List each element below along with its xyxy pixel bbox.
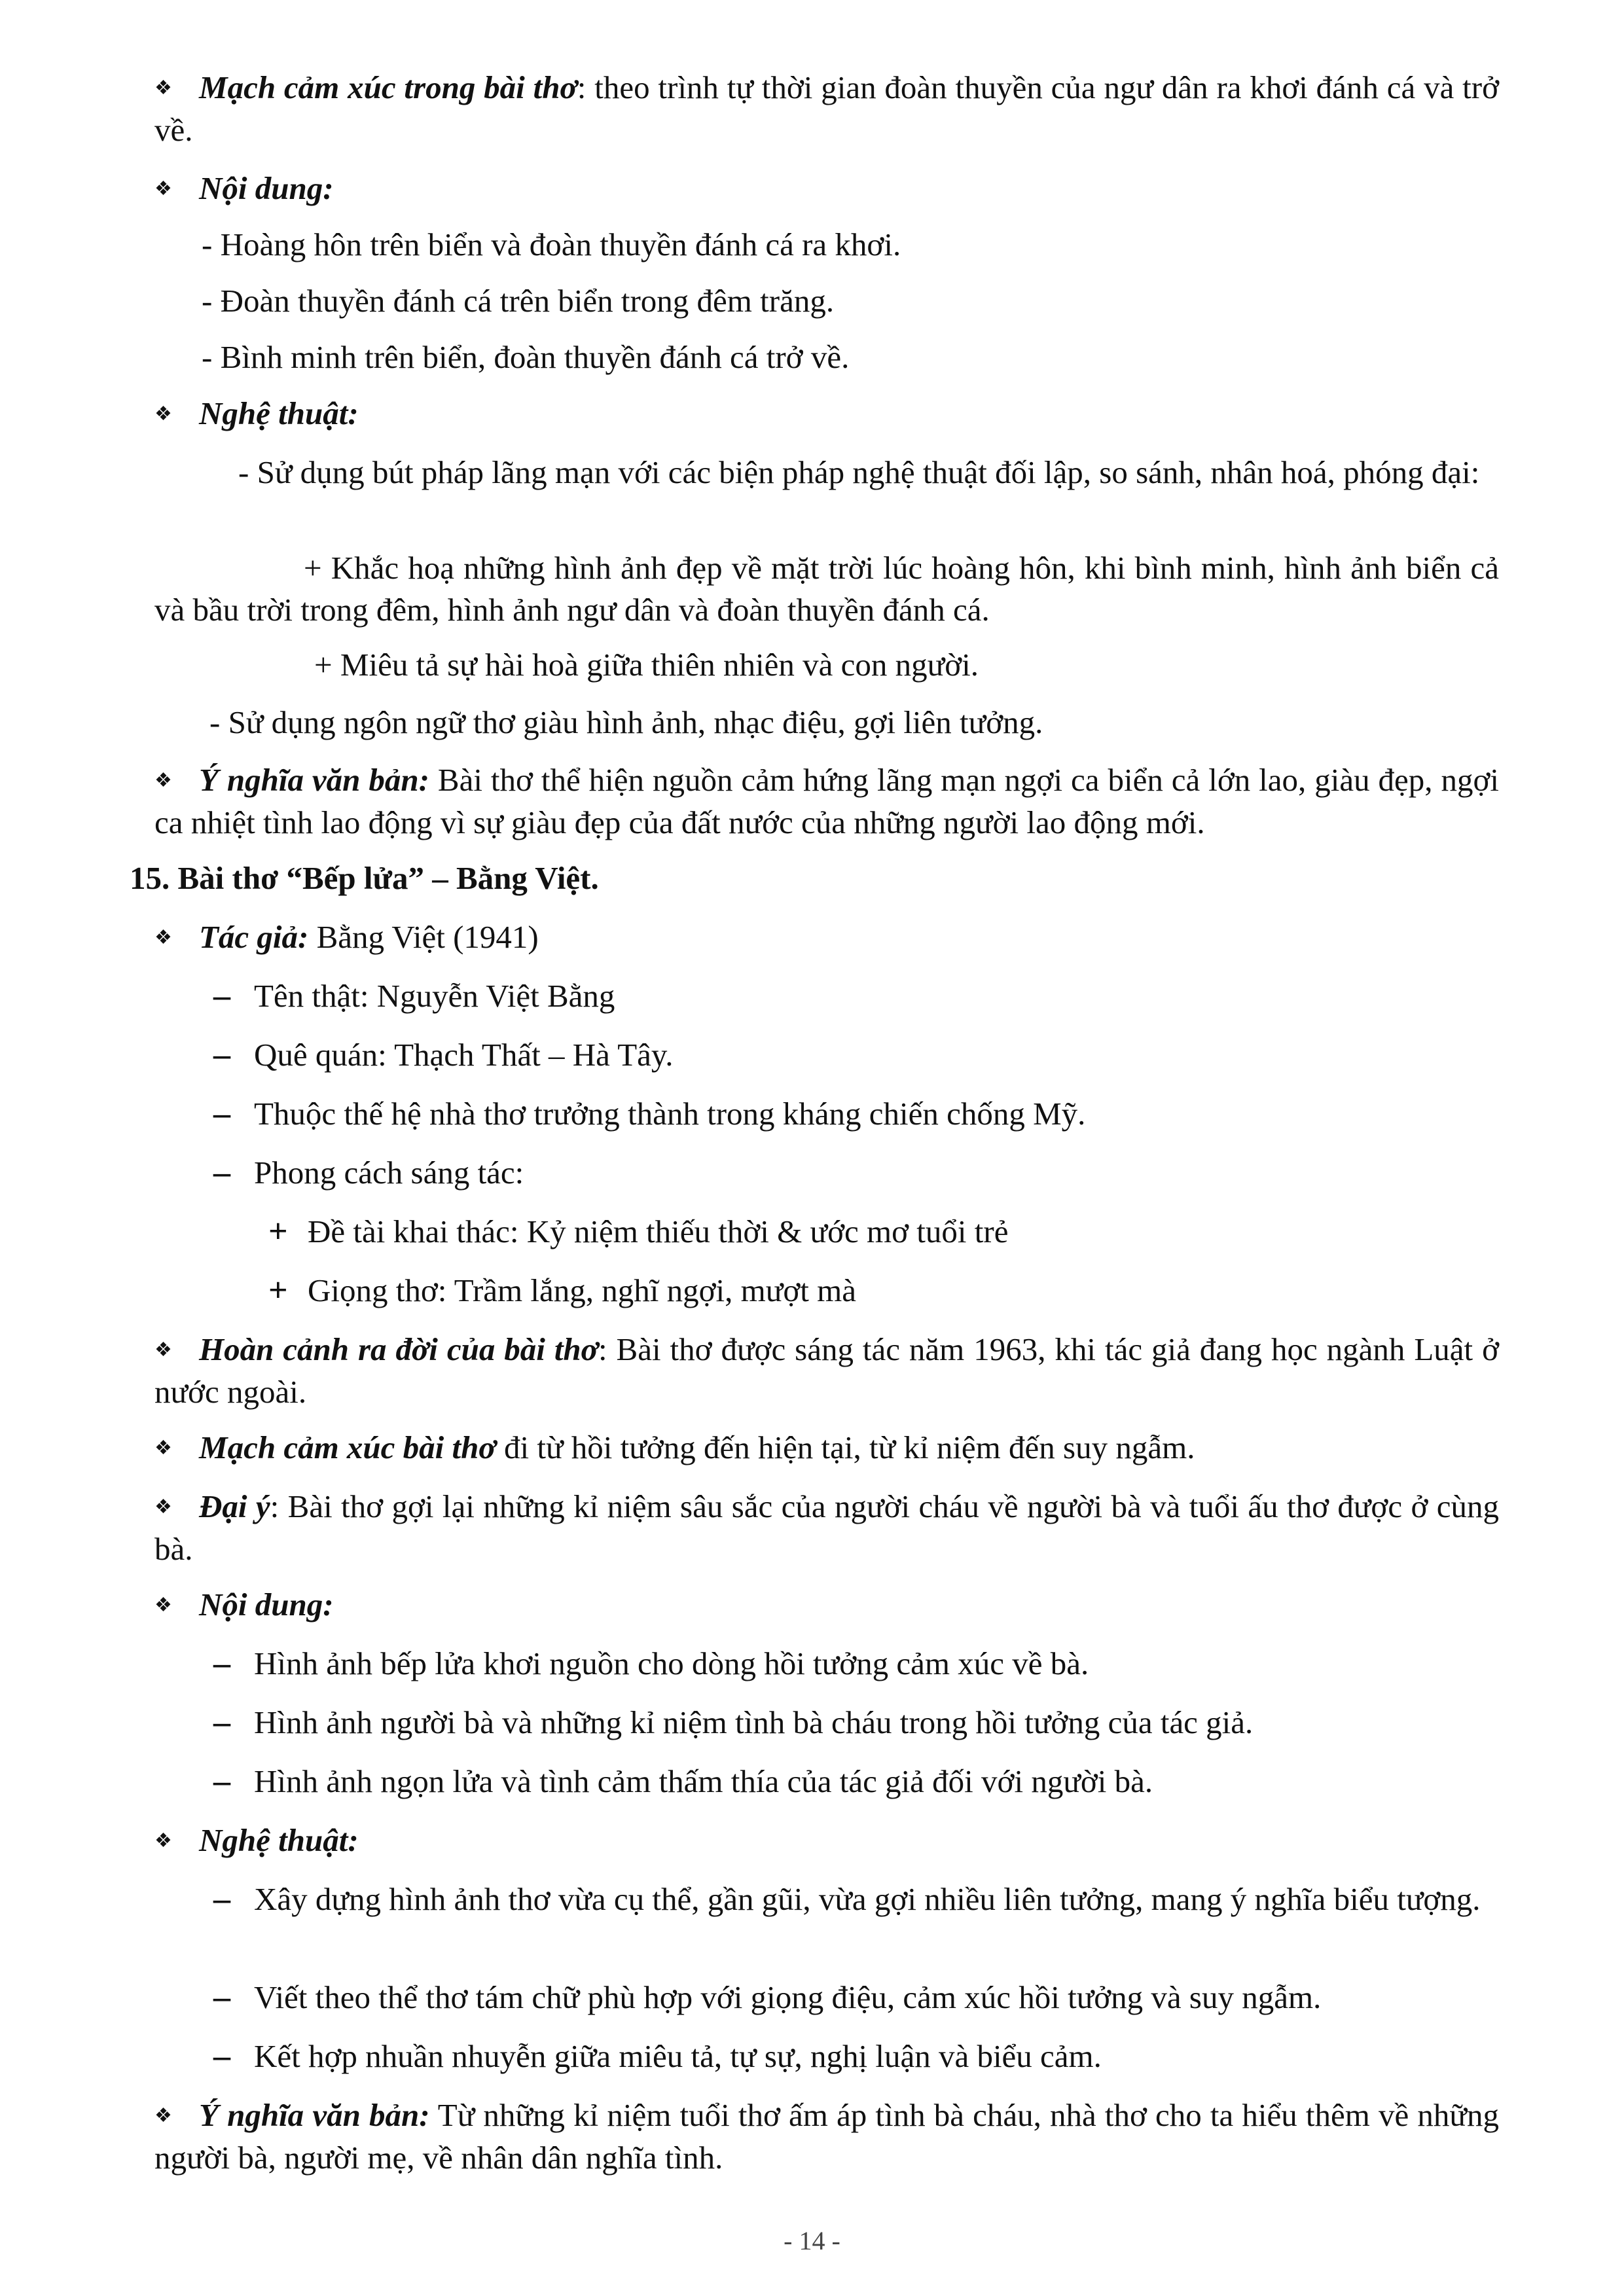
list-item: – Quê quán: Thạch Thất – Hà Tây.: [213, 1036, 674, 1073]
list-item: - Đoàn thuyền đánh cá trên biển trong đêm trăng.: [202, 283, 835, 319]
y-nghia-paragraph: ❖ Ý nghĩa văn bản: Từ những kỉ niệm tuổi thơ ấm áp tình bà cháu, nhà thơ cho ta hiểu thêm về những người bà, người mẹ, về nhân dân nghĩa tình.: [154, 2094, 1499, 2179]
noi-dung-heading: ❖ Nội dung:: [154, 1584, 334, 1626]
diamond-bullet-icon: ❖: [154, 2105, 172, 2126]
mach-cam-xuc-paragraph: [154, 67, 1499, 151]
list-item: – Viết theo thể thơ tám chữ phù hợp với giọng điệu, cảm xúc hồi tưởng và suy ngẫm.: [213, 1979, 1322, 2016]
nghe-thuat-item: - Sử dụng ngôn ngữ thơ giàu hình ảnh, nhạc điệu, gợi liên tưởng.: [209, 704, 1043, 740]
list-item: – Hình ảnh người bà và những kỉ niệm tình bà cháu trong hồi tưởng của tác giả.: [213, 1704, 1254, 1741]
diamond-bullet-icon: ❖: [154, 403, 172, 425]
mach-text: : theo trình tự thời gian đoàn thuyền của ngư dân ra khơi đánh cá và trở về.: [154, 69, 1499, 148]
nghe-thuat-heading: ❖ Nghệ thuật:: [154, 393, 359, 435]
diamond-bullet-icon: ❖: [154, 1594, 172, 1616]
list-item: – Xây dựng hình ảnh thơ vừa cụ thể, gần gũi, vừa gợi nhiều liên tưởng, mang ý nghĩa biểu tượng.: [213, 1880, 1481, 1918]
nghe-thuat-subitem: + Khắc hoạ những hình ảnh đẹp về mặt trời lúc hoàng hôn, khi bình minh, hình ảnh biển cả và bầu trời trong đêm, hình ảnh ngư dân và đoàn thuyền đánh cá.: [154, 550, 1499, 628]
section-heading: 15. Bài thơ “Bếp lửa” – Bằng Việt.: [130, 860, 599, 896]
tac-gia-line: ❖ Tác giả: Bằng Việt (1941): [154, 916, 539, 959]
list-item: – Thuộc thế hệ nhà thơ trưởng thành trong kháng chiến chống Mỹ.: [213, 1095, 1086, 1132]
list-item: – Hình ảnh bếp lửa khơi nguồn cho dòng hồi tưởng cảm xúc về bà.: [213, 1645, 1089, 1682]
diamond-bullet-icon: ❖: [154, 1437, 172, 1459]
diamond-bullet-icon: ❖: [154, 178, 172, 200]
diamond-bullet-icon: ❖: [154, 77, 172, 99]
diamond-bullet-icon: ❖: [154, 770, 172, 791]
diamond-bullet-icon: ❖: [154, 1339, 172, 1361]
list-item: - Hoàng hôn trên biển và đoàn thuyền đánh cá ra khơi.: [202, 226, 901, 262]
y-nghia-paragraph: ❖ Ý nghĩa văn bản: Bài thơ thể hiện nguồn cảm hứng lãng mạn ngợi ca biển cả lớn lao, giàu đẹp, ngợi ca nhiệt tình lao động vì sự giàu đẹp của đất nước của những người lao động mới.: [154, 759, 1499, 844]
noi-dung-heading: ❖ Nội dung:: [154, 168, 334, 210]
list-item: – Hình ảnh ngọn lửa và tình cảm thấm thía của tác giả đối với người bà.: [213, 1763, 1153, 1800]
diamond-bullet-icon: ❖: [154, 1830, 172, 1852]
hoan-canh-paragraph: ❖ Hoàn cảnh ra đời của bài thơ: Bài thơ được sáng tác năm 1963, khi tác giả đang học ngành Luật ở nước ngoài.: [154, 1329, 1499, 1413]
list-item: – Tên thật: Nguyễn Việt Bằng: [213, 977, 615, 1014]
nghe-thuat-subitem: + Miêu tả sự hài hoà giữa thiên nhiên và con người.: [314, 647, 979, 683]
diamond-bullet-icon: ❖: [154, 927, 172, 948]
page-number: - 14 -: [784, 2226, 840, 2255]
list-subitem: + Giọng thơ: Trầm lắng, nghĩ ngợi, mượt mà: [268, 1272, 856, 1309]
mach-label: Mạch cảm xúc trong bài thơ: [199, 69, 577, 105]
diamond-bullet-icon: ❖: [154, 1496, 172, 1518]
nghe-thuat-item: - Sử dụng bút pháp lãng mạn với các biện pháp nghệ thuật đối lập, so sánh, nhân hoá, phóng đại:: [238, 454, 1480, 490]
list-item: - Bình minh trên biển, đoàn thuyền đánh cá trở về.: [202, 339, 850, 375]
nghe-thuat-heading: ❖ Nghệ thuật:: [154, 1820, 359, 1862]
list-item: – Phong cách sáng tác:: [213, 1154, 524, 1191]
mach-cam-xuc-line: ❖ Mạch cảm xúc bài thơ đi từ hồi tưởng đến hiện tại, từ kỉ niệm đến suy ngẫm.: [154, 1427, 1195, 1469]
dai-y-paragraph: ❖ Đại ý: Bài thơ gợi lại những kỉ niệm sâu sắc của người cháu về người bà và tuổi ấu thơ được ở cùng bà.: [154, 1486, 1499, 1570]
list-item: – Kết hợp nhuần nhuyễn giữa miêu tả, tự sự, nghị luận và biểu cảm.: [213, 2037, 1102, 2075]
list-subitem: + Đề tài khai thác: Kỷ niệm thiếu thời & ước mơ tuổi trẻ: [268, 1213, 1009, 1250]
